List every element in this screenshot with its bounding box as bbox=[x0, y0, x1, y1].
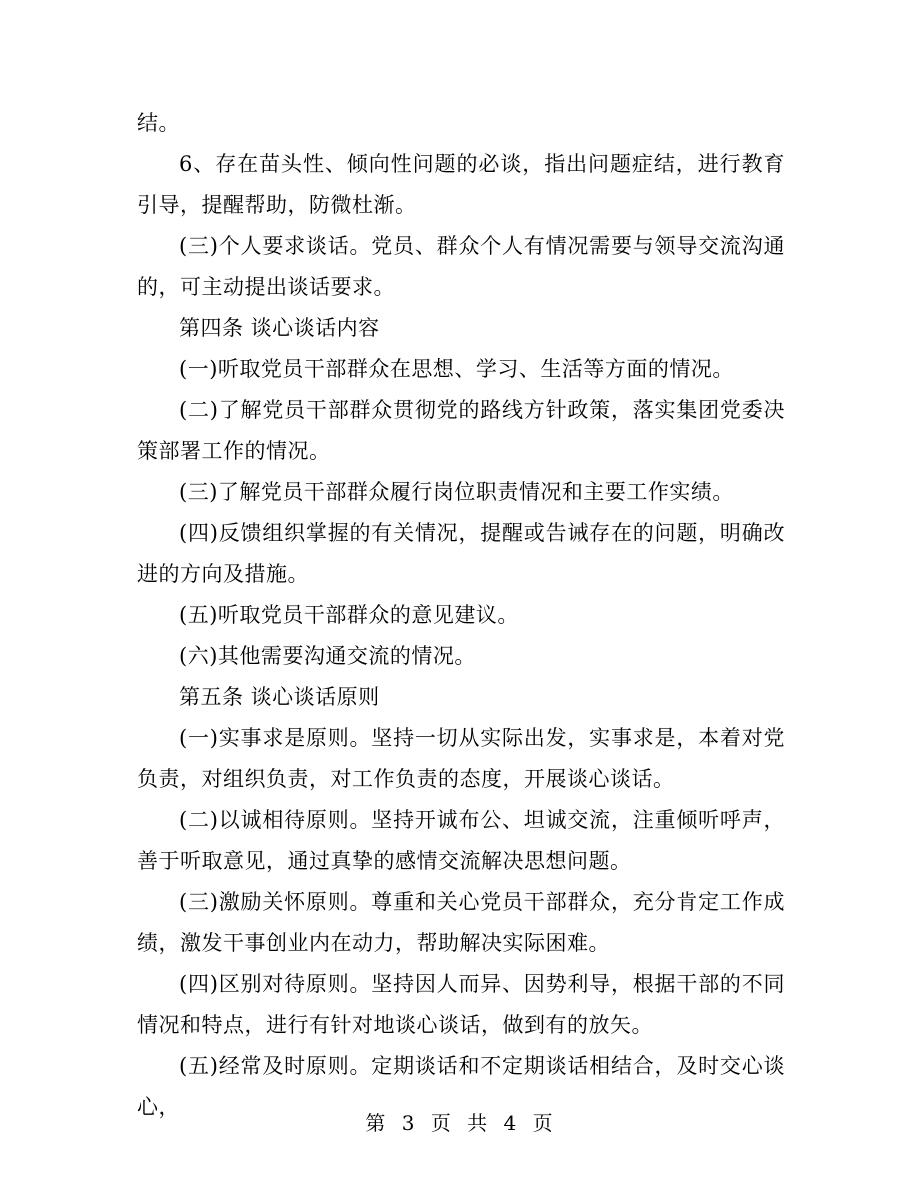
paragraph-personal-request: (三)个人要求谈话。党员、群众个人有情况需要与领导交流沟通的，可主动提出谈话要求。 bbox=[137, 234, 785, 299]
article-5-heading: 第五条 谈心谈话原则 bbox=[179, 685, 380, 709]
paragraph-item-6: 6、存在苗头性、倾向性问题的必谈，指出问题症结，进行教育引导，提醒帮助，防微杜渐。 bbox=[137, 152, 785, 217]
article-4-heading: 第四条 谈心谈话内容 bbox=[179, 316, 380, 340]
page-number-footer: 第 3 页 共 4 页 bbox=[365, 1111, 555, 1135]
paragraph-content-3: (三)了解党员干部群众履行岗位职责情况和主要工作实绩。 bbox=[179, 480, 734, 504]
paragraph-principle-4: (四)区别对待原则。坚持因人而异、因势利导，根据干部的不同情况和特点，进行有针对地谈心谈话，做到有的放矢。 bbox=[137, 972, 785, 1037]
paragraph-content-6: (六)其他需要沟通交流的情况。 bbox=[179, 644, 476, 668]
paragraph-content-2: (二)了解党员干部群众贯彻党的路线方针政策，落实集团党委决策部署工作的情况。 bbox=[137, 398, 785, 463]
document-body bbox=[137, 103, 785, 1128]
paragraph-content-4: (四)反馈组织掌握的有关情况，提醒或告诫存在的问题，明确改进的方向及措施。 bbox=[137, 521, 785, 586]
paragraph-content-1: (一)听取党员干部群众在思想、学习、生活等方面的情况。 bbox=[179, 357, 734, 381]
paragraph-principle-3: (三)激励关怀原则。尊重和关心党员干部群众，充分肯定工作成绩，激发干事创业内在动力，帮助解决实际困难。 bbox=[137, 890, 785, 955]
paragraph-continuation: 结。 bbox=[137, 111, 180, 135]
paragraph-content-5: (五)听取党员干部群众的意见建议。 bbox=[179, 603, 519, 627]
paragraph-principle-2: (二)以诚相待原则。坚持开诚布公、坦诚交流，注重倾听呼声，善于听取意见，通过真挚的感情交流解决思想问题。 bbox=[137, 808, 785, 873]
paragraph-principle-1: (一)实事求是原则。坚持一切从实际出发，实事求是，本着对党负责，对组织负责，对工作负责的态度，开展谈心谈话。 bbox=[137, 726, 785, 791]
paragraph-principle-5: (五)经常及时原则。定期谈话和不定期谈话相结合，及时交心谈心， bbox=[137, 1054, 785, 1119]
